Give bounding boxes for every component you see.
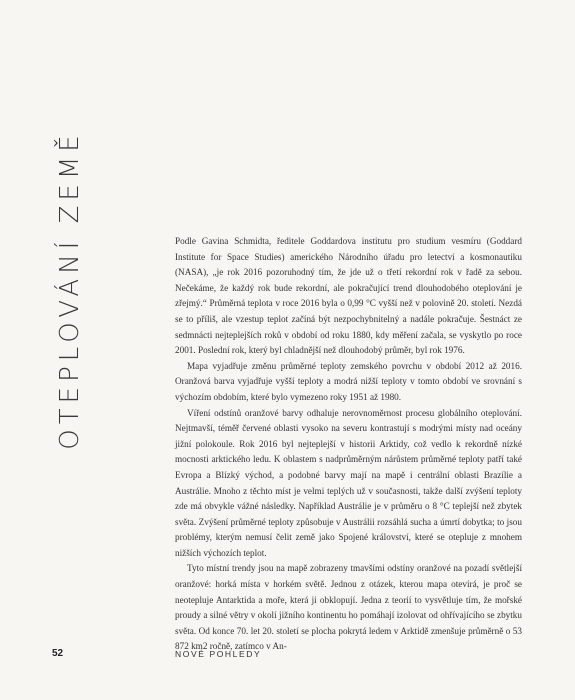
paragraph-1: Podle Gavina Schmidta, ředitele Goddardova institutu pro studium vesmíru (Goddard Institute for Space Studies) amerického Národního úřadu pro letectví a kosmonautiku (NASA), „je rok 2016 pozoruhodný tím, že jde už o třetí rekordní rok v řadě za sebou. Nečekáme, že každý rok bude rekordní, ale pokračující trend dlouhodobého oteplování je zřejmý.“ Průměrná teplota v roce 2016 byla o 0,99 °C vyšší než v polovině 20. století. Nezdá se to příliš, ale vzestup teplot začíná být nezpochybnitelný a nadále pokračuje. Šestnáct ze sedmnácti nejteplejších roků v období od roku 1880, kdy měření začala, se vyskytlo po roce 2001. Poslední rok, který byl chladnější než dlouhodobý průměr, byl rok 1976. (175, 236, 522, 356)
paragraph-4: Tyto místní trendy jsou na mapě zobrazeny tmavšími odstíny oranžové na pozadí světlejší oranžové: horká místa v horkém světě. Jednou z otázek, kterou mapa otevírá, je proč se neotepluje Antarktida a moře, která ji obklopují. Jedna z teorií to vysvětluje tím, že mořské proudy a silné větry v okolí jižního kontinentu ho pomáhají izolovat od ohřívajícího se zbytku světa. Od konce 70. let 20. století se plocha pokrytá ledem v Arktidě zmenšuje průměrně o 53 872 km2 ročně, zatímco v An- (175, 563, 522, 652)
book-title: NOVÉ POHLEDY (175, 649, 262, 659)
body-text (175, 234, 522, 655)
page-number: 52 (52, 648, 64, 659)
paragraph-3: Víření odstínů oranžové barvy odhaluje nerovnoměrnost procesu globálního oteplování. Nejtmavší, téměř červené oblasti vysoko na severu kontrastují s modrými místy nad oceány jižní polokoule. Rok 2016 byl nejteplejší v historii Arktidy, což vedlo k rekordně nízké mocnosti arktického ledu. K oblastem s nadprůměrným nárůstem průměrné teploty patří také Evropa a Blízký východ, a podobné barvy mají na mapě i centrální oblasti Brazílie a Austrálie. Mnoho z těchto míst je velmi teplých už v současnosti, takže další zvýšení teploty zde má obvykle vážné následky. Například Austrálie je v průměru o 8 °C teplejší než zbytek světa. Zvýšení průměrné teploty způsobuje v Austrálii rozsáhlá sucha a úmrtí dobytka; to jsou problémy, kterým nemusí čelit země jako Spojené království, které se otepluje z mnohem nižších výchozích teplot. (175, 407, 522, 558)
paragraph-2: Mapa vyjadřuje změnu průměrné teploty zemského povrchu v období 2012 až 2016. Oranžová barva vyjadřuje vyšší teploty a modrá nižší teploty v tomto období ve srovnání s výchozím obdobím, které bylo vymezeno roky 1951 až 1980. (175, 360, 522, 402)
section-title: OTEPLOVÁNÍ ZEMĚ (55, 130, 85, 450)
